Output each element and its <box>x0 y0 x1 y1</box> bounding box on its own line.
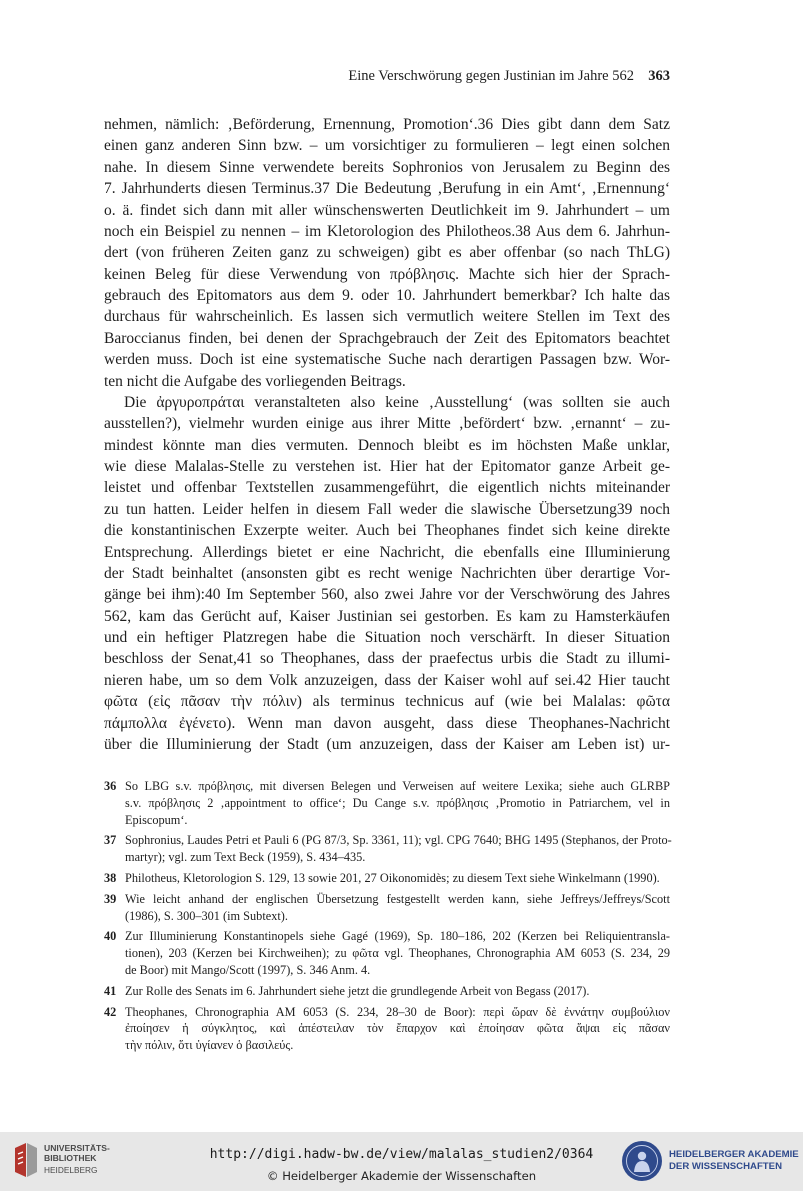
text-line: mindest könnte man dies vermuten. Dennoch bleibt es im höchsten Maße unklar, <box>104 436 670 454</box>
footnote <box>104 983 670 1000</box>
footnote-number: 37 <box>104 833 117 848</box>
footnote-line: tionen), 203 (Kerzen bei Kirchweihen); zu φῶτα vgl. Theophanes, Chronographia AM 6053 (S. 234, 29 <box>125 946 670 961</box>
footnotes <box>104 778 670 1058</box>
text-line: keinen Beleg für diese Verwendung von πρόβλησις. Machte sich hier der Sprach- <box>104 265 670 283</box>
text-line: ausstellen?), vielmehr wurden einige aus ihrer Mitte ‚befördert‘ bzw. ‚ernannt‘ – zu- <box>104 415 670 433</box>
text-line: gänge bei ihm):40 Im September 560, also zwei Jahre vor der Verschwörung des Jahres <box>104 586 670 604</box>
running-head <box>104 66 670 86</box>
footnote-number: 41 <box>104 983 117 998</box>
footnote-line: Wie leicht anhand der englischen Übersetzung festgestellt werden kann, siehe Jeffreys/Jeffreys/Scott <box>125 891 670 906</box>
text-line: wie diese Malalas-Stelle zu verstehen ist. Hier hat der Epitomator ganze Arbeit ge- <box>104 458 670 475</box>
text-line: 562, kam das Gerücht auf, Kaiser Justinian sei gestorben. Es kam zu Hamsterkäufen <box>104 607 670 625</box>
footnote-line: Zur Illuminierung Konstantinopels siehe Gagé (1969), Sp. 180–186, 202 (Kerzen bei Reliquientransla- <box>125 929 670 944</box>
ub-name-line: UNIVERSITÄTS- <box>44 1143 110 1153</box>
text-line: über die Illuminierung der Stadt (um anzuzeigen, dass der Kaiser am Leben ist) ur- <box>104 735 670 753</box>
text-line: Die ἀργυροπράται veranstalteten also keine ‚Ausstellung‘ (was sollten sie auch <box>124 393 670 411</box>
footnote-line: de Boor) mit Mango/Scott (1997), S. 346 Anm. 4. <box>125 962 371 977</box>
text-line: einen ganz anderen Sinn bzw. – um vorsichtiger zu formulieren – legt einen solchen <box>104 137 670 155</box>
text-line: nahe. In diesem Sinne verwendete bereits Sophronios von Jerusalem zu Beginn des <box>104 158 670 176</box>
text-line: Entsprechung. Allerdings bietet er eine Nachricht, die ebenfalls eine Illuminierung <box>104 543 670 561</box>
text-line: o. ä. findet sich dann mit aller wünschenswerten Deutlichkeit im 9. Jahrhundert – um <box>104 201 670 219</box>
text-line: zu tun hatten. Leider helfen in diesem Fall weder die slawische Übersetzung39 noch <box>104 500 670 518</box>
copyright-notice: © Heidelberger Akademie der Wissenschaften <box>266 1169 537 1183</box>
footnote-line: s.v. πρόβλησις 2 ‚appointment to office‘; Du Cange s.v. πρόβλησις ‚Promotio in Patriarchem, vel in <box>125 795 670 810</box>
footnote-line: Zur Rolle des Senats im 6. Jahrhundert siehe jetzt die grundlegende Arbeit von Begass (2017). <box>125 983 590 998</box>
footnote <box>104 928 670 978</box>
footnote-line: Episcopum‘. <box>125 812 188 827</box>
body-text <box>104 114 670 755</box>
text-line: der Stadt beinhaltet (ansonsten gibt es recht wenige Nachrichten über derartige Vor- <box>104 564 670 582</box>
text-line: 7. Jahrhunderts diesen Terminus.37 Die Bedeutung ‚Berufung in ein Amt‘, ‚Ernennung‘ <box>104 180 670 198</box>
footnote-line: So LBG s.v. πρόβλησις, mit diversen Belegen und Verweisen auf weitere Lexika; siehe auch GLRBP <box>125 779 670 793</box>
page-number: 363 <box>648 68 670 84</box>
text-line: nehmen, nämlich: ‚Beförderung, Ernennung, Promotion‘.36 Dies gibt dann dem Satz <box>104 116 670 133</box>
footnote <box>104 778 670 828</box>
footnote-line: martyr); vgl. zum Text Beck (1959), S. 434–435. <box>125 850 366 865</box>
footnote-line: ἐποίησεν ἡ σύγκλητος, καὶ ἀπέστειλαν τὸν ἔπαρχον καὶ ἐποίησαν φῶτα ἅψαι εἰς πᾶσαν <box>125 1021 670 1036</box>
footnote <box>104 1004 670 1054</box>
footnote-line: (1986), S. 300–301 (im Subtext). <box>125 908 288 923</box>
footnote-number: 39 <box>104 891 117 906</box>
footnote-number: 36 <box>104 779 117 793</box>
text-line: dert (von früheren Zeiten ganz zu schweigen) gibt es aber offenbar (so nach ThLG) <box>104 244 670 262</box>
text-line: leistet und offenbar Textstellen zusammengeführt, die eigentlich nichts miteinander <box>104 479 670 497</box>
running-title: Eine Verschwörung gegen Justinian im Jahre 562 <box>348 68 634 84</box>
footnote-number: 40 <box>104 929 117 944</box>
footnote <box>104 870 670 887</box>
text-line: und ein heftiger Platzregen habe die Situation noch verschärft. In dieser Situation <box>104 629 670 646</box>
footnote-line: Theophanes, Chronographia AM 6053 (S. 234, 28–30 de Boor): περὶ ὥραν δὲ ἐννάτην συμβούλιον <box>125 1004 670 1019</box>
academy-name-line: DER WISSENSCHAFTEN <box>669 1161 782 1172</box>
text-line: noch ein Beispiel zu nennen – im Kletorologion des Philotheos.38 Aus dem 6. Jahrhun- <box>104 222 670 240</box>
footnote-number: 42 <box>104 1004 117 1019</box>
footnote-line: Sophronius, Laudes Petri et Pauli 6 (PG 87/3, Sp. 3361, 11); vgl. CPG 7640; BHG 1495 (Stephanos, der Proto- <box>125 833 672 848</box>
footnote <box>104 891 670 925</box>
academy-name-line: HEIDELBERGER AKADEMIE <box>669 1149 799 1160</box>
footnote <box>104 832 670 866</box>
ub-city: HEIDELBERG <box>44 1165 98 1175</box>
footnote-line: τὴν πόλιν, ὅτι ὑγίανεν ὁ βασιλεύς. <box>125 1038 294 1053</box>
academy-name <box>669 1149 799 1173</box>
footnote-line: Philotheus, Kletorologion S. 129, 13 sowie 201, 27 Oikonomidès; zu diesem Text siehe Winkelmann (1990). <box>125 870 660 885</box>
footnote-number: 38 <box>104 870 117 885</box>
text-line: beschloss der Senat,41 so Theophanes, dass der praefectus urbis die Stadt zu illumi- <box>104 650 670 668</box>
ub-name-line: BIBLIOTHEK <box>44 1153 97 1164</box>
text-line: nieren habe, um so dem Volk anzuzeigen, dass der Kaiser wohl auf sei.42 Hier taucht <box>104 671 670 689</box>
text-line: gebrauch des Epitomators aus dem 9. oder 10. Jahrhundert bemerkbar? Ich halte das <box>104 287 670 304</box>
text-line: werden muss. Doch ist eine systematische Suche nach derartigen Passagen bzw. Wor- <box>104 351 670 369</box>
text-line: die konstantinischen Exzerpte weiter. Auch bei Theophanes findet sich keine direkte <box>104 522 670 540</box>
academy-seal-icon <box>620 1139 664 1183</box>
permalink-url[interactable]: http://digi.hadw-bw.de/view/malalas_studien2/0364 <box>209 1147 594 1162</box>
text-line: πάμπολλα ἐγένετο). Wenn man davon ausgeht, dass diese Theophanes-Nachricht <box>104 714 670 732</box>
footer-bar <box>0 1132 803 1191</box>
text-line: ten nicht die Aufgabe des vorliegenden Beitrags. <box>104 372 406 390</box>
text-line: Baroccianus finden, bei denen der Sprachgebrauch der Zeit des Epitomators beachtet <box>104 329 670 347</box>
text-line: durchaus für wahrscheinlich. Es lassen sich vermutlich weitere Stellen im Text des <box>104 308 670 326</box>
text-line: φῶτα (εἰς πᾶσαν τὴν πόλιν) als terminus technicus auf (wie bei Malalas: φῶτα <box>104 693 670 711</box>
